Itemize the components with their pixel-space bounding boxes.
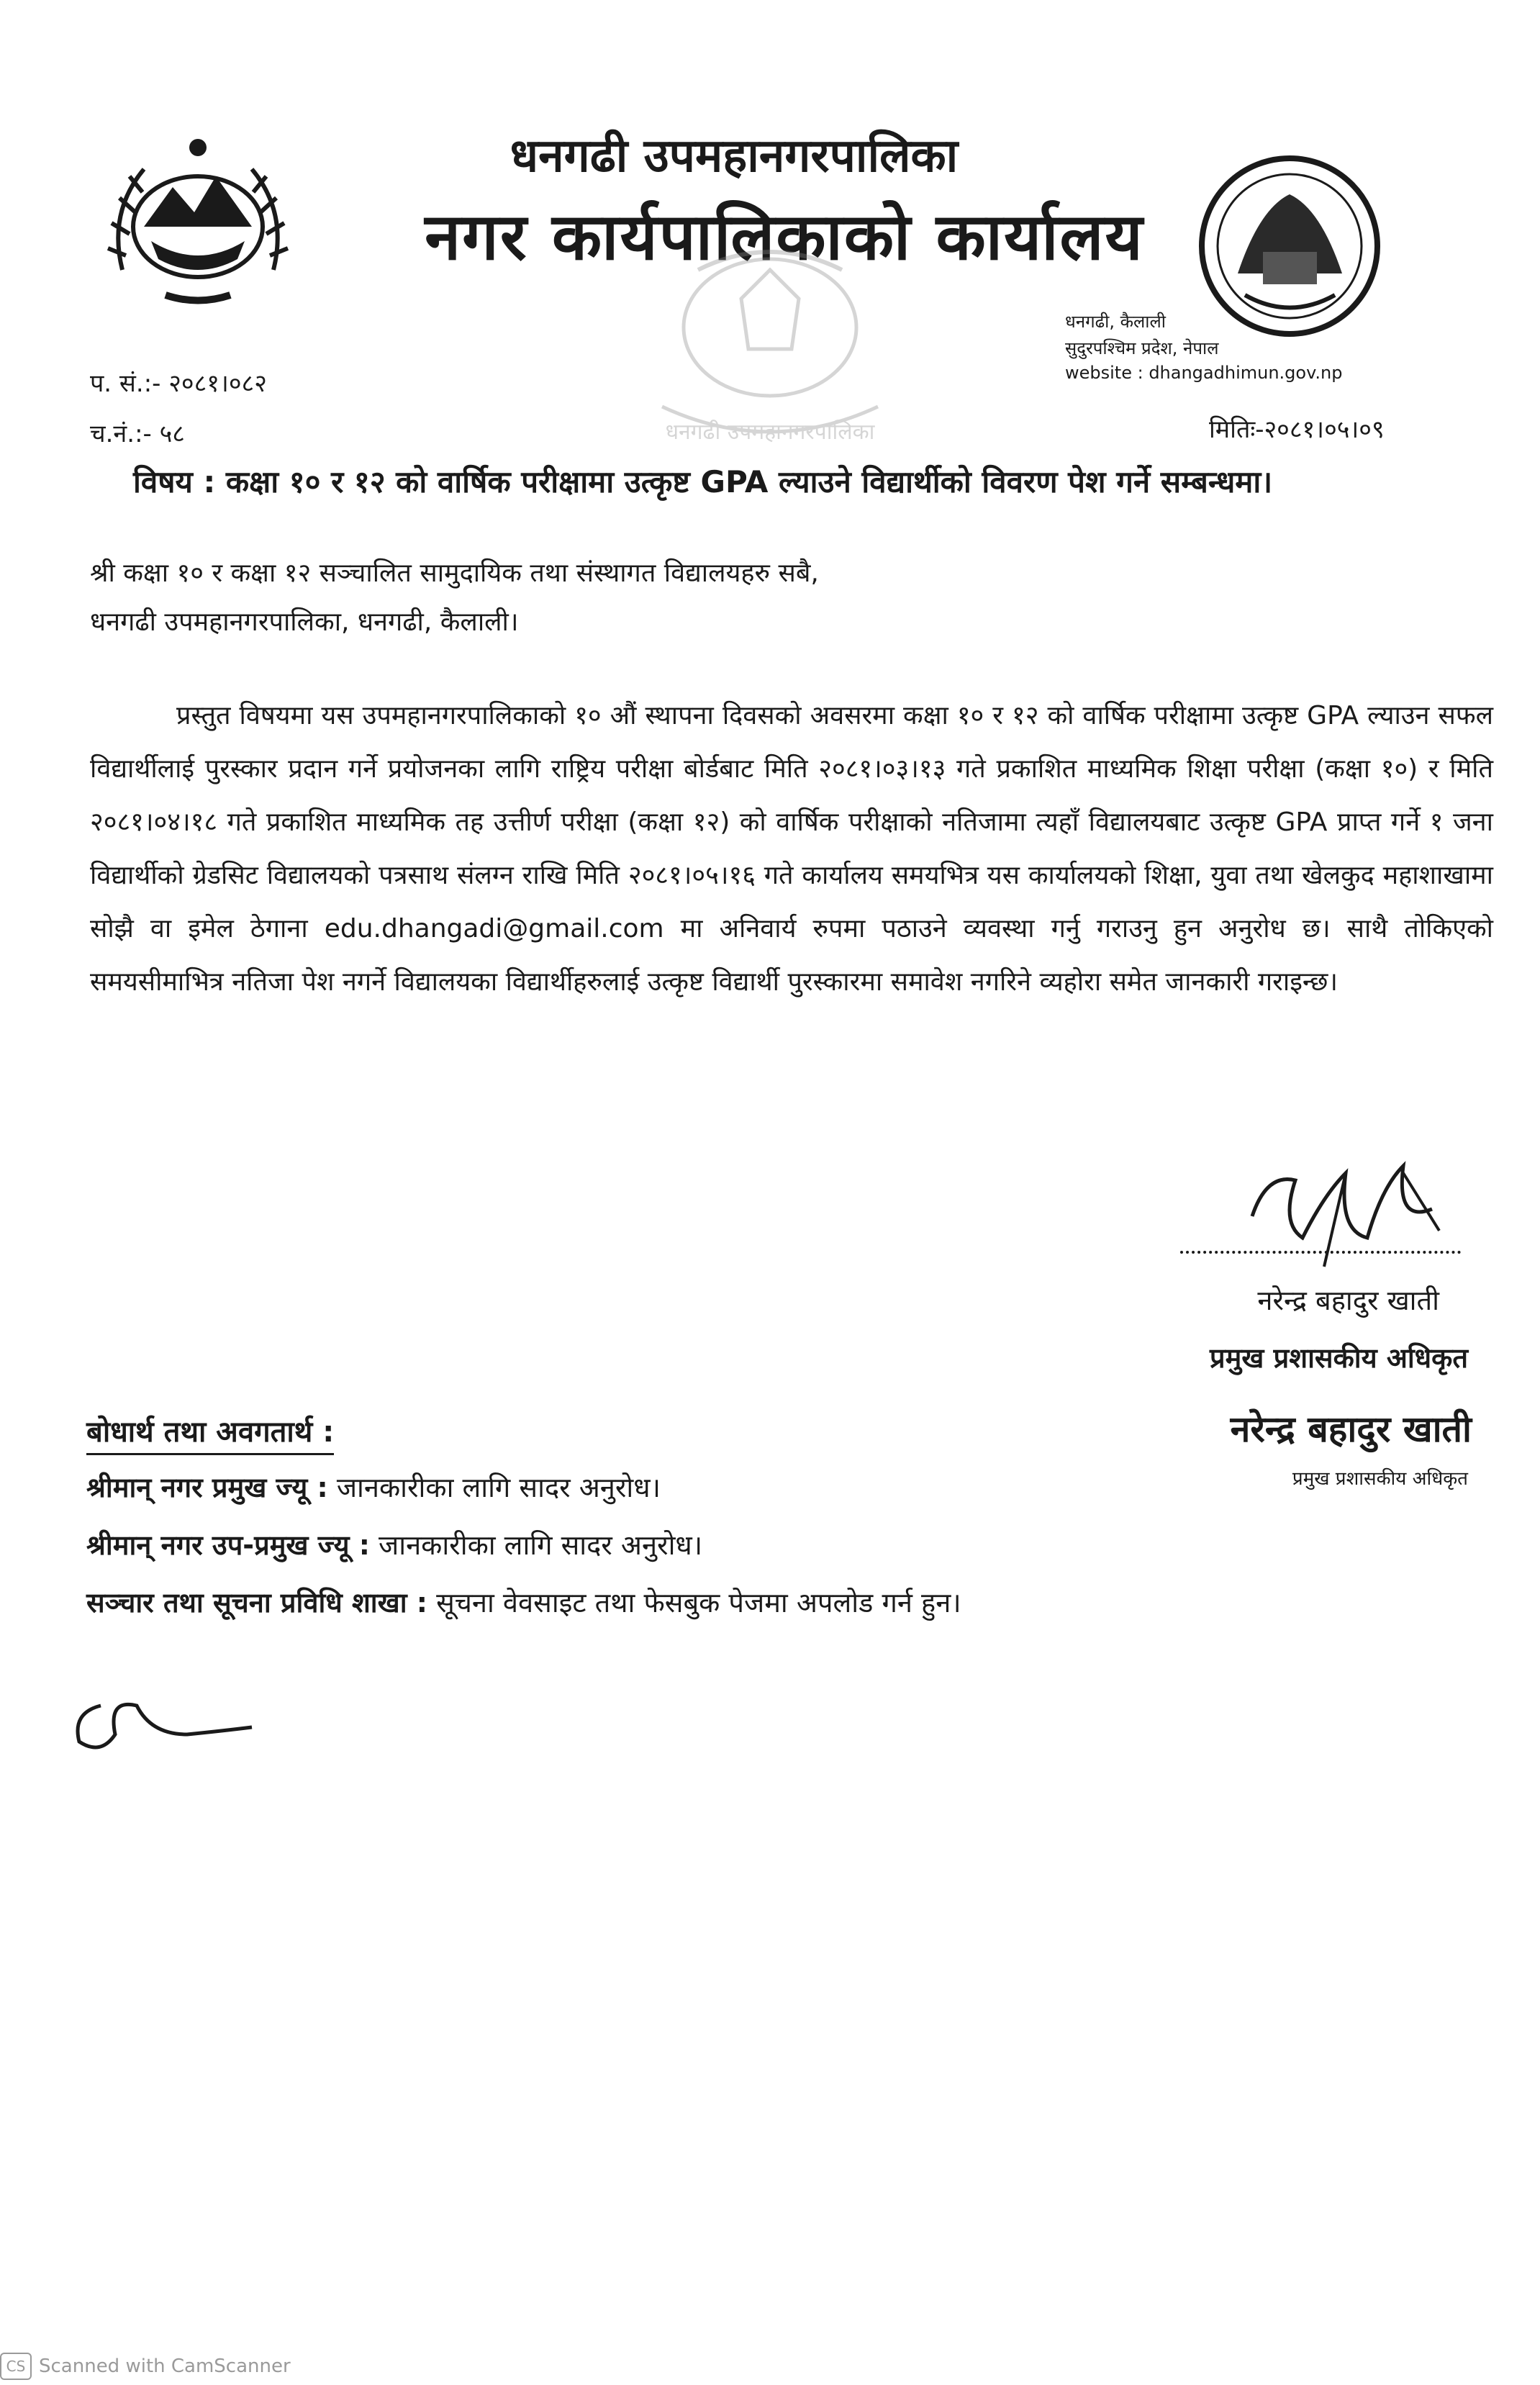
stamp-text: धनगढी उपमहानगरपालिका	[665, 420, 875, 445]
letter-body: प्रस्तुत विषयमा यस उपमहानगरपालिकाको १० औं स्थापना दिवसको अवसरमा कक्षा १० र १२ को वार्षिक परीक्षामा उत्कृष्ट GPA ल्याउन सफल विद्यार्थीलाई पुरस्कार प्रदान गर्ने प्रयोजनका लागि राष्ट्रिय परीक्षा बोर्डबाट मिति २०८१।०३।१३ गते प्रकाशित माध्यमिक शिक्षा परीक्षा (कक्षा १०) र मिति २०८१।०४।१८ गते प्रकाशित माध्यमिक तह उत्तीर्ण परीक्षा (कक्षा १२) को वार्षिक परीक्षाको नतिजामा त्यहाँ विद्यालयबाट उत्कृष्ट GPA प्राप्त गर्ने १ जना विद्यार्थीको ग्रेडसिट विद्यालयको पत्रसाथ संलग्न राखि मिति २०८१।०५।१६ गते कार्यालय समयभित्र यस कार्यालयको शिक्षा, युवा तथा खेलकुद महाशाखामा सोझै वा इमेल ठेगाना edu.dhangadi@gmail.com मा अनिवार्य रुपमा पठाउने व्यवस्था गर्नु गराउनु हुन अनुरोध छ। साथै तोकिएको समयसीमाभित्र नतिजा पेश नगर्ने विद्यालयका विद्यार्थीहरुलाई उत्कृष्ट विद्यार्थी पुरस्कारमा समावेश नगरिने व्यहोरा समेत जानकारी गराइन्छ।	[90, 701, 1493, 997]
office-name: नगर कार्यपालिकाको कार्यालय	[425, 199, 1144, 275]
municipality-seal-icon	[1195, 151, 1385, 342]
subject-line: विषय : कक्षा १० र १२ को वार्षिक परीक्षामा उत्कृष्ट GPA ल्याउने विद्यार्थीको विवरण पेश गर्ने सम्बन्धमा।	[133, 464, 1273, 499]
office-stamp-icon	[619, 241, 921, 457]
patra-sankhya: प. सं.:- २०८१।०८२	[90, 369, 267, 398]
scanner-watermark	[0, 2352, 403, 2381]
cc-row	[86, 1526, 702, 1563]
municipality-name: धनगढी उपमहानगरपालिका	[509, 130, 959, 183]
signature-line	[1180, 1251, 1461, 1254]
cc-note: सूचना वेवसाइट तथा फेसबुक पेजमा अपलोड गर्न हुन।	[436, 1587, 961, 1619]
address-line-1: धनगढी, कैलाली	[1065, 312, 1166, 332]
signatory-title: प्रमुख प्रशासकीय अधिकृत	[1209, 1342, 1468, 1374]
website: website : dhangadhimun.gov.np	[1065, 363, 1343, 383]
nepal-emblem-icon	[94, 126, 302, 313]
signatory-name: नरेन्द्र बहादुर खाती	[1257, 1285, 1439, 1316]
initials-icon	[58, 1655, 259, 1756]
cc-recipient: श्रीमान् नगर उप-प्रमुख ज्यू :	[86, 1529, 370, 1561]
cc-note: जानकारीका लागि सादर अनुरोध।	[336, 1472, 661, 1503]
cc-row	[86, 1468, 661, 1506]
letter-date: मितिः-२०८१।०५।०९	[1209, 415, 1385, 444]
addressee-line-1: श्री कक्षा १० र कक्षा १२ सञ्चालित सामुदायिक तथा संस्थागत विद्यालयहरु सबै,	[90, 558, 819, 588]
signatory-title-stamp: प्रमुख प्रशासकीय अधिकृत	[1292, 1468, 1468, 1490]
cc-recipient: सञ्चार तथा सूचना प्रविधि शाखा :	[86, 1587, 427, 1619]
cc-title: बोधार्थ तथा अवगतार्थ :	[86, 1411, 334, 1455]
camscanner-icon: CS	[0, 2353, 32, 2380]
signatory-name-stamp: नरेन्द्र बहादुर खाती	[1230, 1408, 1472, 1450]
cc-recipient: श्रीमान् नगर प्रमुख ज्यू :	[86, 1472, 328, 1503]
addressee-line-2: धनगढी उपमहानगरपालिका, धनगढी, कैलाली।	[90, 607, 519, 637]
scanner-text: Scanned with CamScanner	[39, 2355, 291, 2377]
address-line-2: सुदुरपश्चिम प्रदेश, नेपाल	[1065, 338, 1219, 358]
cc-row	[86, 1583, 961, 1621]
cc-note: जानकारीका लागि सादर अनुरोध।	[379, 1529, 703, 1561]
chalani-number: च.नं.:- ५८	[90, 420, 185, 448]
